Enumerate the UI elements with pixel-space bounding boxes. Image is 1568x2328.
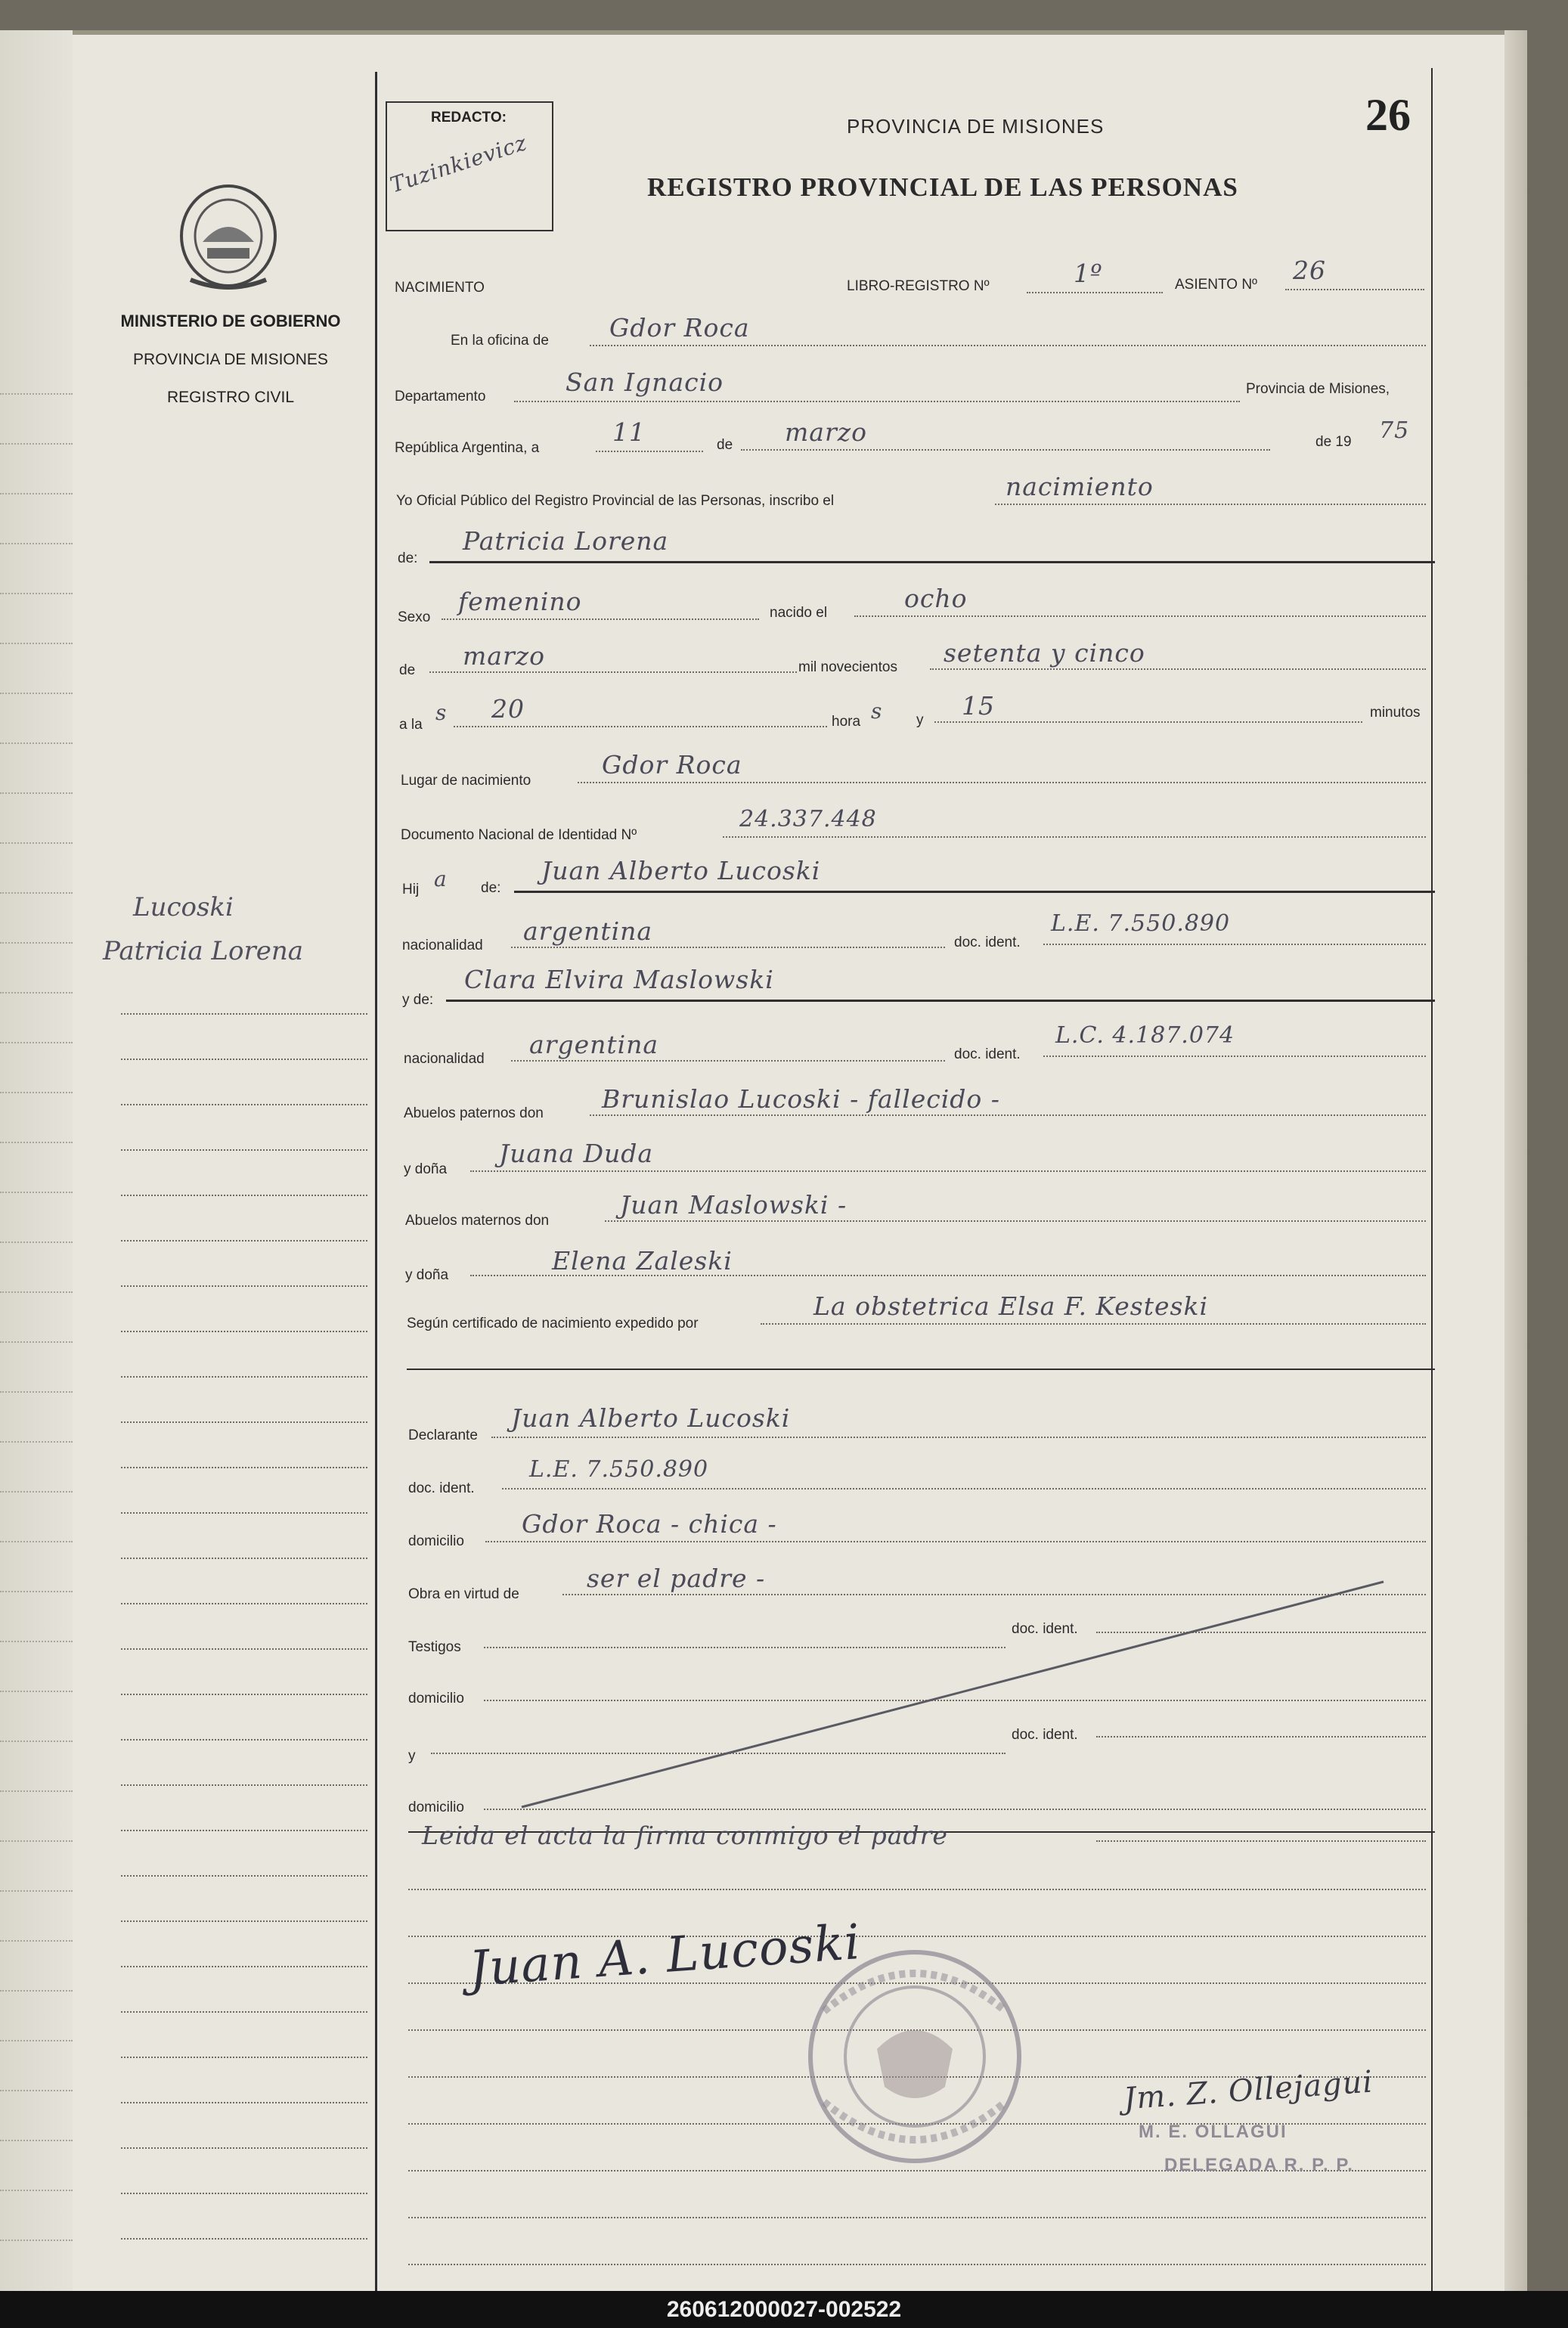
ruled-line (121, 2147, 367, 2149)
nacido-el-label: nacido el (770, 605, 828, 621)
official-signature: Jm. Z. Ollejagui (1122, 2064, 1374, 2117)
ruled-line (0, 1591, 73, 1592)
asiento-label: ASIENTO Nº (1175, 277, 1257, 293)
abuela-paterna-value: Juana Duda (499, 1139, 654, 1168)
padre-doc-label: doc. ident. (954, 935, 1021, 950)
madre-value: Clara Elvira Maslowski (464, 965, 774, 994)
hij-suffix: a (434, 866, 448, 891)
testigos-label: Testigos (408, 1639, 461, 1655)
ruled-line (408, 1889, 1426, 1890)
ruled-line (0, 443, 73, 445)
leida-acta-value: Leida el acta la firma conmigo el padre (422, 1821, 948, 1850)
dia-value: 11 (612, 417, 646, 447)
ruled-line (121, 1331, 367, 1332)
nacido-anio-value: setenta y cinco (944, 638, 1145, 668)
republica-label: República Argentina, a (395, 440, 540, 456)
year-prefix-label: de 19 (1315, 434, 1352, 450)
abuela-materna-label: y doña (405, 1267, 449, 1283)
provincial-seal (175, 181, 281, 295)
obra-label: Obra en virtud de (408, 1586, 519, 1602)
ruled-line (0, 1741, 73, 1742)
sexo-label: Sexo (398, 609, 431, 625)
ruled-line (0, 1890, 73, 1892)
ruled-line (0, 1940, 73, 1942)
ruled-line (0, 1192, 73, 1193)
departamento-label: Departamento (395, 389, 486, 405)
ruled-line (121, 1376, 367, 1378)
madre-doc-value: L.C. 4.187.074 (1055, 1022, 1235, 1049)
ruled-line (121, 1920, 367, 1922)
anio-value: 75 (1379, 417, 1410, 444)
declarante-doc-value: L.E. 7.550.890 (529, 1456, 709, 1483)
minutos-value: 15 (962, 691, 995, 721)
ruled-line (0, 742, 73, 744)
ruled-line (0, 942, 73, 944)
ruled-line (121, 1830, 367, 1831)
abuelo-materno-value: Juan Maslowski - (620, 1190, 848, 1220)
official-stamp (794, 1936, 1036, 2178)
ruled-line (121, 1512, 367, 1514)
right-border (1431, 68, 1433, 2291)
ruled-line (121, 1240, 367, 1241)
hora-value: 20 (491, 694, 525, 724)
margin-divider (375, 72, 377, 2291)
certificado-value: La obstetrica Elsa F. Kesteski (813, 1291, 1209, 1321)
ruled-line (121, 1013, 367, 1015)
ruled-line (0, 1241, 73, 1243)
ruled-line (121, 1285, 367, 1287)
departamento-value: San Ignacio (566, 367, 724, 397)
ministry-registry: REGISTRO CIVIL (166, 389, 295, 406)
ruled-line (408, 2264, 1426, 2265)
ruled-line (0, 1990, 73, 1992)
mil-label: mil novecientos (798, 659, 897, 675)
abuela-materna-value: Elena Zaleski (552, 1246, 733, 1276)
province-title: PROVINCIA DE MISIONES (847, 115, 1105, 138)
a-la-label: a la (399, 717, 423, 733)
ruled-line (0, 992, 73, 994)
father-signature: Juan A. Lucoski (467, 1914, 863, 1998)
ruled-line (121, 1739, 367, 1741)
madre-doc-label: doc. ident. (954, 1046, 1021, 1062)
testigo2-doc-label: doc. ident. (1012, 1727, 1078, 1743)
ruled-line (0, 1092, 73, 1093)
ruled-line (0, 1441, 73, 1443)
ruled-line (0, 2240, 73, 2241)
ruled-line (0, 1491, 73, 1493)
declarante-doc-label: doc. ident. (408, 1480, 475, 1496)
ruled-line (0, 693, 73, 694)
libro-value: 1º (1074, 259, 1103, 288)
de-name-label: de: (398, 550, 418, 566)
declarante-label: Declarante (408, 1427, 478, 1443)
ruled-line (121, 1467, 367, 1468)
ruled-line (0, 2090, 73, 2091)
cancellation-line (514, 1573, 1406, 1822)
ruled-line (0, 2190, 73, 2191)
ruled-line (0, 2140, 73, 2141)
ruled-line (0, 543, 73, 544)
segun-label: Según certificado de nacimiento expedido por (407, 1316, 699, 1331)
oficial-label: Yo Oficial Público del Registro Provincial de las Personas, inscribo el (396, 493, 835, 509)
ruled-line (121, 1104, 367, 1105)
ruled-line (0, 2040, 73, 2041)
nacionalidad-padre-label: nacionalidad (402, 938, 483, 953)
nombre-value: Patricia Lorena (463, 526, 669, 556)
ruled-line (121, 2193, 367, 2194)
ministry-name: MINISTERIO DE GOBIERNO (120, 312, 341, 330)
ruled-line (121, 2011, 367, 2013)
oficina-value: Gdor Roca (609, 313, 750, 343)
testigo1-doc-label: doc. ident. (1012, 1621, 1078, 1637)
ruled-line (0, 892, 73, 894)
testigo2-domicilio-label: domicilio (408, 1799, 464, 1815)
de-label: de (717, 437, 733, 453)
padre-doc-value: L.E. 7.550.890 (1051, 910, 1231, 937)
ruled-line (121, 1059, 367, 1060)
ruled-line (0, 1541, 73, 1542)
ruled-line (121, 1648, 367, 1650)
abuela-paterna-label: y doña (404, 1161, 448, 1177)
oficina-label: En la oficina de (451, 333, 549, 349)
domicilio-label: domicilio (408, 1533, 464, 1549)
acto-value: nacimiento (1006, 472, 1154, 501)
hora-suffix: s (871, 699, 883, 724)
redacto-label: REDACTO: (431, 110, 507, 126)
ministry-province: PROVINCIA DE MISIONES (133, 351, 328, 368)
left-page-edge (0, 30, 77, 2291)
ruled-line (121, 2057, 367, 2058)
padre-de-label: de: (481, 880, 501, 896)
madre-de-label: y de: (402, 992, 434, 1008)
a-la-suffix: s (435, 700, 448, 725)
ruled-line (408, 2217, 1426, 2218)
abuelo-paterno-value: Brunislao Lucoski - fallecido - (602, 1084, 1000, 1114)
ruled-line (0, 593, 73, 594)
domicilio-value: Gdor Roca - chica - (522, 1509, 777, 1539)
hij-label: Hij (402, 882, 420, 897)
dni-label: Documento Nacional de Identidad Nº (401, 827, 637, 843)
ruled-line (121, 1875, 367, 1877)
hora-label: hora (832, 714, 861, 730)
ruled-line (0, 1042, 73, 1043)
registry-title: REGISTRO PROVINCIAL DE LAS PERSONAS (647, 172, 1238, 202)
lugar-label: Lugar de nacimiento (401, 773, 531, 789)
ruled-line (121, 2238, 367, 2240)
margin-given-name: Patricia Lorena (103, 936, 303, 966)
ruled-line (0, 1291, 73, 1293)
mes-value: marzo (785, 417, 867, 447)
dni-value: 24.337.448 (739, 806, 877, 832)
ruled-line (0, 1641, 73, 1642)
madre-nacionalidad-value: argentina (529, 1030, 659, 1059)
ruled-line (121, 1694, 367, 1695)
y-label: y (916, 712, 924, 728)
lugar-value: Gdor Roca (602, 750, 742, 780)
nacido-dia-value: ocho (904, 584, 968, 613)
ruled-line (0, 1341, 73, 1343)
nacionalidad-madre-label: nacionalidad (404, 1051, 485, 1067)
ruled-line (121, 1195, 367, 1196)
ruled-line (0, 792, 73, 794)
delegate-stamp-name: M. E. OLLAGUI (1139, 2122, 1288, 2142)
libro-label: LIBRO-REGISTRO Nº (847, 278, 990, 294)
asiento-value: 26 (1293, 256, 1326, 285)
de-month-label: de (399, 662, 416, 678)
page-edge (1504, 30, 1527, 2291)
ruled-line (0, 842, 73, 844)
ruled-line (0, 643, 73, 644)
margin-surname: Lucoski (133, 892, 234, 922)
ruled-line (0, 493, 73, 494)
minutos-label: minutos (1370, 705, 1421, 721)
testigo1-domicilio-label: domicilio (408, 1691, 464, 1706)
ruled-line (0, 1790, 73, 1792)
ruled-line (121, 1149, 367, 1151)
ruled-line (121, 2102, 367, 2103)
ruled-line (0, 393, 73, 395)
padre-value: Juan Alberto Lucoski (541, 856, 821, 885)
provincia-label: Provincia de Misiones, (1246, 381, 1390, 397)
delegate-stamp-title: DELEGADA R. P. P. (1164, 2155, 1354, 2175)
testigo2-label: y (408, 1748, 416, 1764)
declarante-value: Juan Alberto Lucoski (511, 1403, 791, 1433)
sexo-value: femenino (458, 587, 582, 616)
archive-footer (0, 2291, 1568, 2328)
ruled-line (0, 1142, 73, 1143)
nacido-mes-value: marzo (463, 641, 545, 671)
ruled-line (121, 1966, 367, 1967)
abuelos-paternos-label: Abuelos paternos don (404, 1105, 544, 1121)
redacto-signature: Tuzinkievicz (387, 129, 531, 198)
obra-value: ser el padre - (587, 1564, 766, 1593)
abuelos-maternos-label: Abuelos maternos don (405, 1213, 550, 1229)
padre-nacionalidad-value: argentina (523, 916, 653, 946)
ruled-line (0, 1691, 73, 1692)
ruled-line (0, 1391, 73, 1393)
archive-id: 260612000027-002522 (666, 2297, 902, 2322)
nacimiento-label: NACIMIENTO (395, 280, 485, 296)
ruled-line (121, 1421, 367, 1423)
ruled-line (0, 1840, 73, 1842)
ruled-line (121, 1603, 367, 1604)
ruled-line (121, 1558, 367, 1559)
page-number: 26 (1365, 90, 1411, 140)
ruled-line (121, 1784, 367, 1786)
